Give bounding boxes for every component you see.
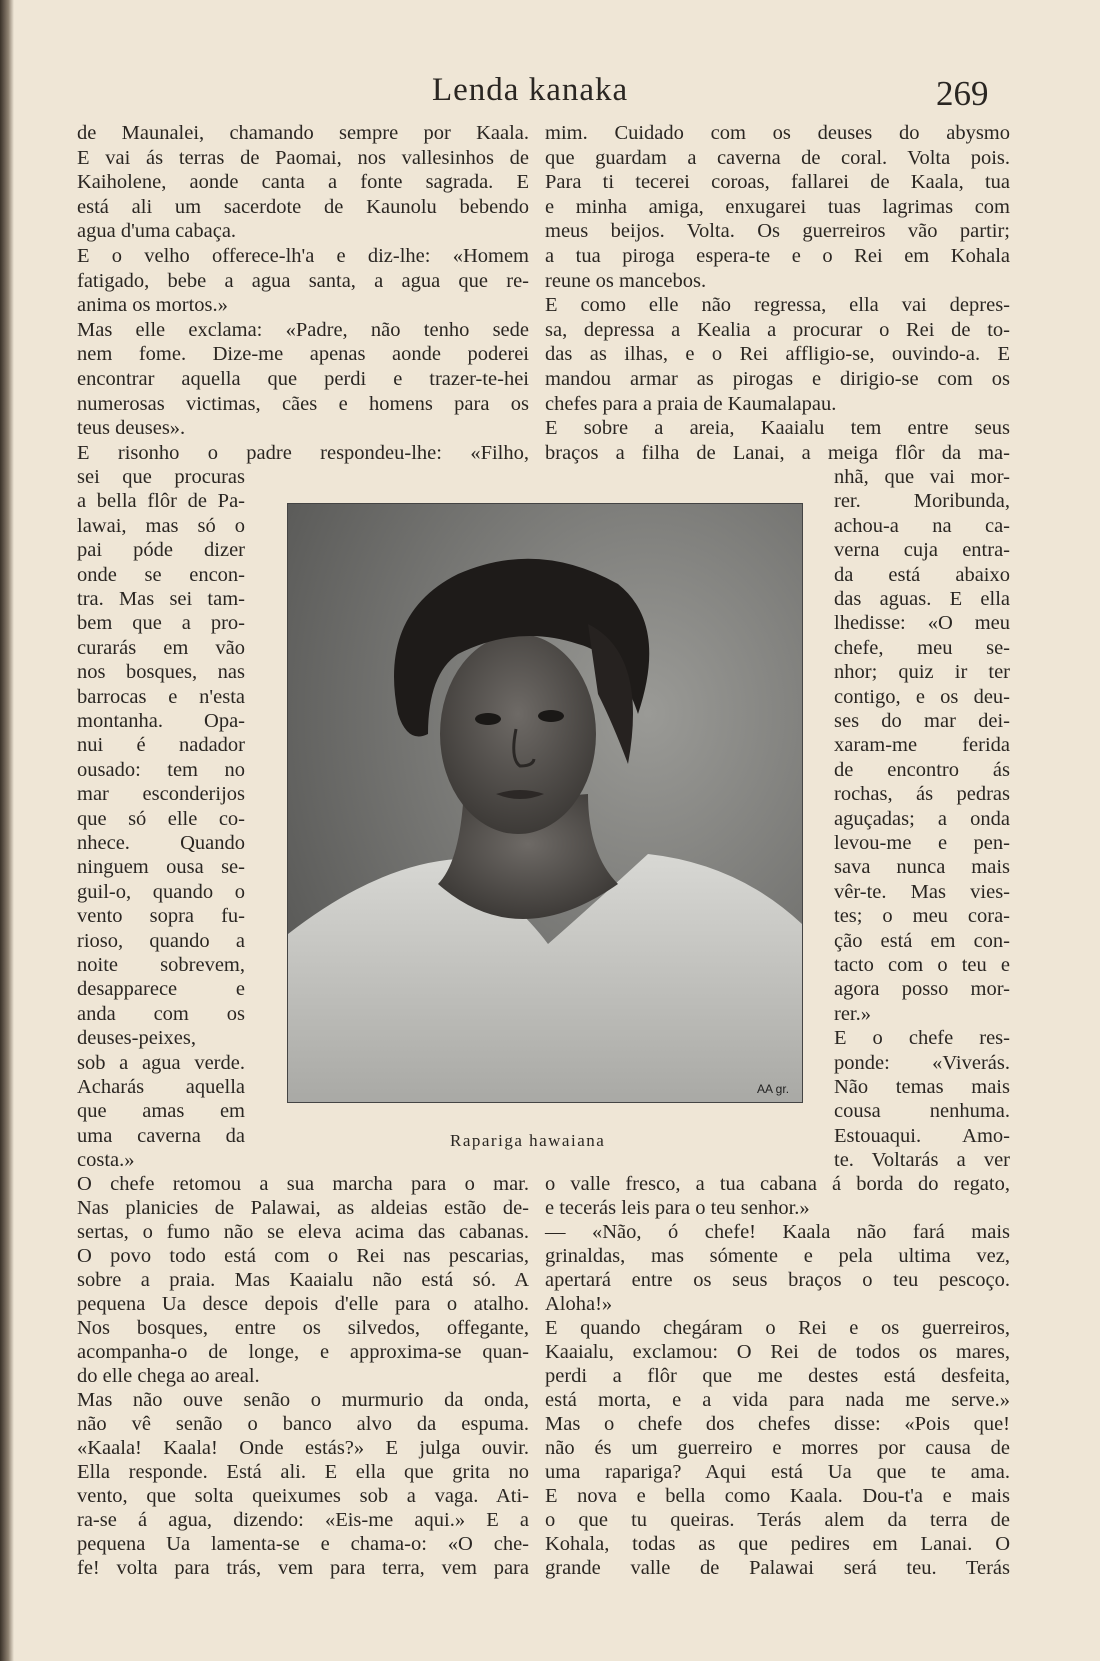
text-line: mar esconderijos	[77, 783, 245, 806]
text-line: nem fome. Dize-me apenas aonde poderei	[77, 343, 529, 366]
text-line: sertas, o fumo não se eleva acima das cabanas.	[77, 1221, 529, 1243]
text-line: Estouaqui. Amo-	[834, 1124, 1010, 1147]
text-line: curarás em vão	[77, 636, 245, 659]
text-line: Kohala, todas as que pedires em Lanai. O	[545, 1533, 1010, 1555]
text-line: está morta, e a vida para nada me serve.»	[545, 1389, 1010, 1411]
text-line: sei que procuras	[77, 466, 245, 488]
running-head-title: Lenda kanaka	[432, 72, 629, 108]
text-line: das aguas. E ella	[834, 588, 1010, 610]
text-line: E o chefe res-	[834, 1027, 1010, 1050]
text-line: aguçadas; a onda	[834, 807, 1010, 830]
text-line: nos bosques, nas	[77, 661, 245, 684]
text-line: das as ilhas, e o Rei affligio-se, ouvindo-a. E	[545, 343, 1010, 366]
text-line: meus beijos. Volta. Os guerreiros vão partir;	[545, 220, 1010, 243]
figure-caption: Rapariga hawaiana	[450, 1131, 606, 1150]
text-line: te. Voltarás a ver	[834, 1149, 1010, 1172]
text-line: ra-se á agua, dizendo: «Eis-me aqui.» E a	[77, 1509, 529, 1531]
text-line: não vê senão o banco alvo da espuma.	[77, 1413, 529, 1435]
text-line: levou-me e pen-	[834, 832, 1010, 854]
text-line: ses do mar dei-	[834, 710, 1010, 732]
text-line: anima os mortos.»	[77, 294, 228, 317]
text-line: que guardam a caverna de coral. Volta pois.	[545, 146, 1010, 169]
text-line: E como elle não regressa, ella vai depres-	[545, 294, 1010, 317]
text-line: rioso, quando a	[77, 929, 245, 952]
text-line: que só elle co-	[77, 807, 245, 830]
text-line: chefe, meu se-	[834, 636, 1010, 659]
text-line: chefes para a praia de Kaumalapau.	[545, 392, 837, 415]
text-line: E quando chegáram o Rei e os guerreiros,	[545, 1317, 1010, 1339]
text-line: noite sobrevem,	[77, 954, 245, 976]
text-line: barrocas e n'esta	[77, 685, 245, 708]
text-line: nhor; quiz ir ter	[834, 661, 1010, 684]
text-line: sa, depressa a Kealia a procurar o Rei de to-	[545, 318, 1010, 341]
text-line: vento sopra fu-	[77, 905, 245, 928]
text-line: e tecerás leis para o teu senhor.»	[545, 1197, 810, 1219]
text-line: E o velho offerece-lh'a e diz-lhe: «Homem	[77, 245, 529, 267]
text-line: numerosas victimas, cães e homens para os	[77, 392, 529, 415]
text-line: de Maunalei, chamando sempre por Kaala.	[77, 122, 529, 144]
text-line: mim. Cuidado com os deuses do abysmo	[545, 122, 1010, 144]
text-line: da está abaixo	[834, 563, 1010, 586]
text-line: contigo, e os deu-	[834, 685, 1010, 708]
text-line: xaram-me ferida	[834, 734, 1010, 757]
text-line: montanha. Opa-	[77, 710, 245, 732]
text-line: encontrar aquella que perdi e trazer-te-hei	[77, 368, 529, 390]
text-line: deuses-peixes,	[77, 1027, 196, 1050]
text-line: uma rapariga? Aqui está Ua que te ama.	[545, 1461, 1010, 1483]
text-line: ponde: «Viverás.	[834, 1051, 1010, 1074]
text-line: Mas o chefe dos chefes disse: «Pois que!	[545, 1413, 1010, 1435]
text-line: ninguem ousa se-	[77, 856, 245, 879]
text-line: acompanha-o de longe, e approxima-se quan-	[77, 1341, 529, 1363]
text-line: o que tu queiras. Terás alem da terra de	[545, 1509, 1010, 1531]
text-line: guil-o, quando o	[77, 880, 245, 903]
text-line: Kaiholene, aonde canta a fonte sagrada. E	[77, 171, 529, 194]
text-line: «Kaala! Kaala! Onde estás?» E julga ouvir.	[77, 1437, 529, 1459]
text-line: bem que a pro-	[77, 612, 245, 635]
text-line: Acharás aquella	[77, 1076, 245, 1098]
text-line: lhedisse: «O meu	[834, 612, 1010, 635]
text-line: pai póde dizer	[77, 539, 245, 562]
page-number: 269	[936, 74, 989, 113]
text-line: sava nunca mais	[834, 856, 1010, 879]
text-line: a tua piroga espera-te e o Rei em Kohala	[545, 245, 1010, 267]
text-line: pequena Ua desce depois d'elle para o atalho.	[77, 1293, 529, 1315]
text-line: pequena Ua lamenta-se e chama-o: «O che-	[77, 1533, 529, 1555]
text-line: rer. Moribunda,	[834, 490, 1010, 513]
text-line: verna cuja entra-	[834, 539, 1010, 562]
portrait-photograph	[287, 503, 803, 1103]
text-line: fe! volta para trás, vem para terra, vem para	[77, 1557, 529, 1579]
text-line: vêr-te. Mas vies-	[834, 880, 1010, 903]
text-line: agora posso mor-	[834, 978, 1010, 1001]
text-line: cousa nenhuma.	[834, 1100, 1010, 1123]
text-line: — «Não, ó chefe! Kaala não fará mais	[545, 1221, 1010, 1243]
text-line: vento, que solta queixumes sob a vaga. Ati-	[77, 1485, 529, 1507]
page-gutter-shadow	[0, 0, 14, 1661]
text-line: Mas elle exclama: «Padre, não tenho sede	[77, 318, 529, 341]
text-line: O povo todo está com o Rei nas pescarias,	[77, 1245, 529, 1267]
text-line: está ali um sacerdote de Kaunolu bebendo	[77, 195, 529, 218]
text-line: anda com os	[77, 1002, 245, 1025]
text-line: E risonho o padre respondeu-lhe: «Filho,	[77, 441, 529, 464]
text-line: E vai ás terras de Paomai, nos vallesinhos de	[77, 146, 529, 169]
text-line: uma caverna da	[77, 1124, 245, 1147]
text-line: tra. Mas sei tam-	[77, 588, 245, 610]
text-line: Nos bosques, entre os silvedos, offegante,	[77, 1317, 529, 1339]
text-line: onde se encon-	[77, 563, 245, 586]
text-line: sob a agua verde.	[77, 1051, 245, 1074]
text-line: nhece. Quando	[77, 832, 245, 854]
text-line: desapparece e	[77, 978, 245, 1001]
text-line: Mas não ouve senão o murmurio da onda,	[77, 1389, 529, 1411]
text-line: rer.»	[834, 1002, 871, 1025]
text-line: costa.»	[77, 1149, 135, 1172]
text-line: tacto com o teu e	[834, 954, 1010, 976]
text-line: que amas em	[77, 1100, 245, 1123]
text-line: E nova e bella como Kaala. Dou-t'a e mais	[545, 1485, 1010, 1507]
text-line: O chefe retomou a sua marcha para o mar.	[77, 1173, 529, 1195]
text-line: Nas planicies de Palawai, as aldeias estão de-	[77, 1197, 529, 1219]
text-line: não és um guerreiro e morres por causa de	[545, 1437, 1010, 1459]
text-line: apertará entre os seus braços o teu pescoço.	[545, 1269, 1010, 1291]
text-line: nhã, que vai mor-	[834, 466, 1010, 488]
text-line: o valle fresco, a tua cabana á borda do regato,	[545, 1173, 1010, 1195]
text-line: Para ti tecerei coroas, fallarei de Kaala, tua	[545, 171, 1010, 194]
text-line: grande valle de Palawai será teu. Terás	[545, 1557, 1010, 1579]
text-line: Kaaialu, exclamou: O Rei de todos os mares,	[545, 1341, 1010, 1363]
text-line: ousado: tem no	[77, 758, 245, 781]
text-line: a bella flôr de Pa-	[77, 490, 245, 513]
text-line: grinaldas, mas sómente e pela ultima vez,	[545, 1245, 1010, 1267]
text-line: braços a filha de Lanai, a meiga flôr da ma-	[545, 441, 1010, 464]
text-line: teus deuses».	[77, 417, 186, 440]
text-line: Não temas mais	[834, 1076, 1010, 1098]
text-line: nui é nadador	[77, 734, 245, 757]
text-line: rochas, ás pedras	[834, 783, 1010, 806]
text-line: de encontro ás	[834, 758, 1010, 781]
engraver-mark: AA gr.	[757, 1082, 790, 1096]
text-line: achou-a na ca-	[834, 514, 1010, 537]
text-line: Aloha!»	[545, 1293, 613, 1315]
text-line: mandou armar as pirogas e dirigio-se com os	[545, 368, 1010, 390]
text-line: lawai, mas só o	[77, 514, 245, 537]
text-line: sobre a praia. Mas Kaaialu não está só. A	[77, 1269, 529, 1291]
text-line: ção está em con-	[834, 929, 1010, 952]
text-line: Ella responde. Está ali. E ella que grita no	[77, 1461, 529, 1483]
text-line: tes; o meu cora-	[834, 905, 1010, 928]
portrait-illustration	[288, 504, 802, 1102]
text-line: reune os mancebos.	[545, 269, 707, 292]
text-line: E sobre a areia, Kaaialu tem entre seus	[545, 417, 1010, 440]
text-line: e minha amiga, enxugarei tuas lagrimas com	[545, 195, 1010, 218]
text-line: do elle chega ao areal.	[77, 1365, 260, 1387]
text-line: agua d'uma cabaça.	[77, 220, 237, 243]
text-line: fatigado, bebe a agua santa, a agua que re-	[77, 269, 529, 292]
text-line: perdi a flôr que me destes está desfeita,	[545, 1365, 1010, 1387]
